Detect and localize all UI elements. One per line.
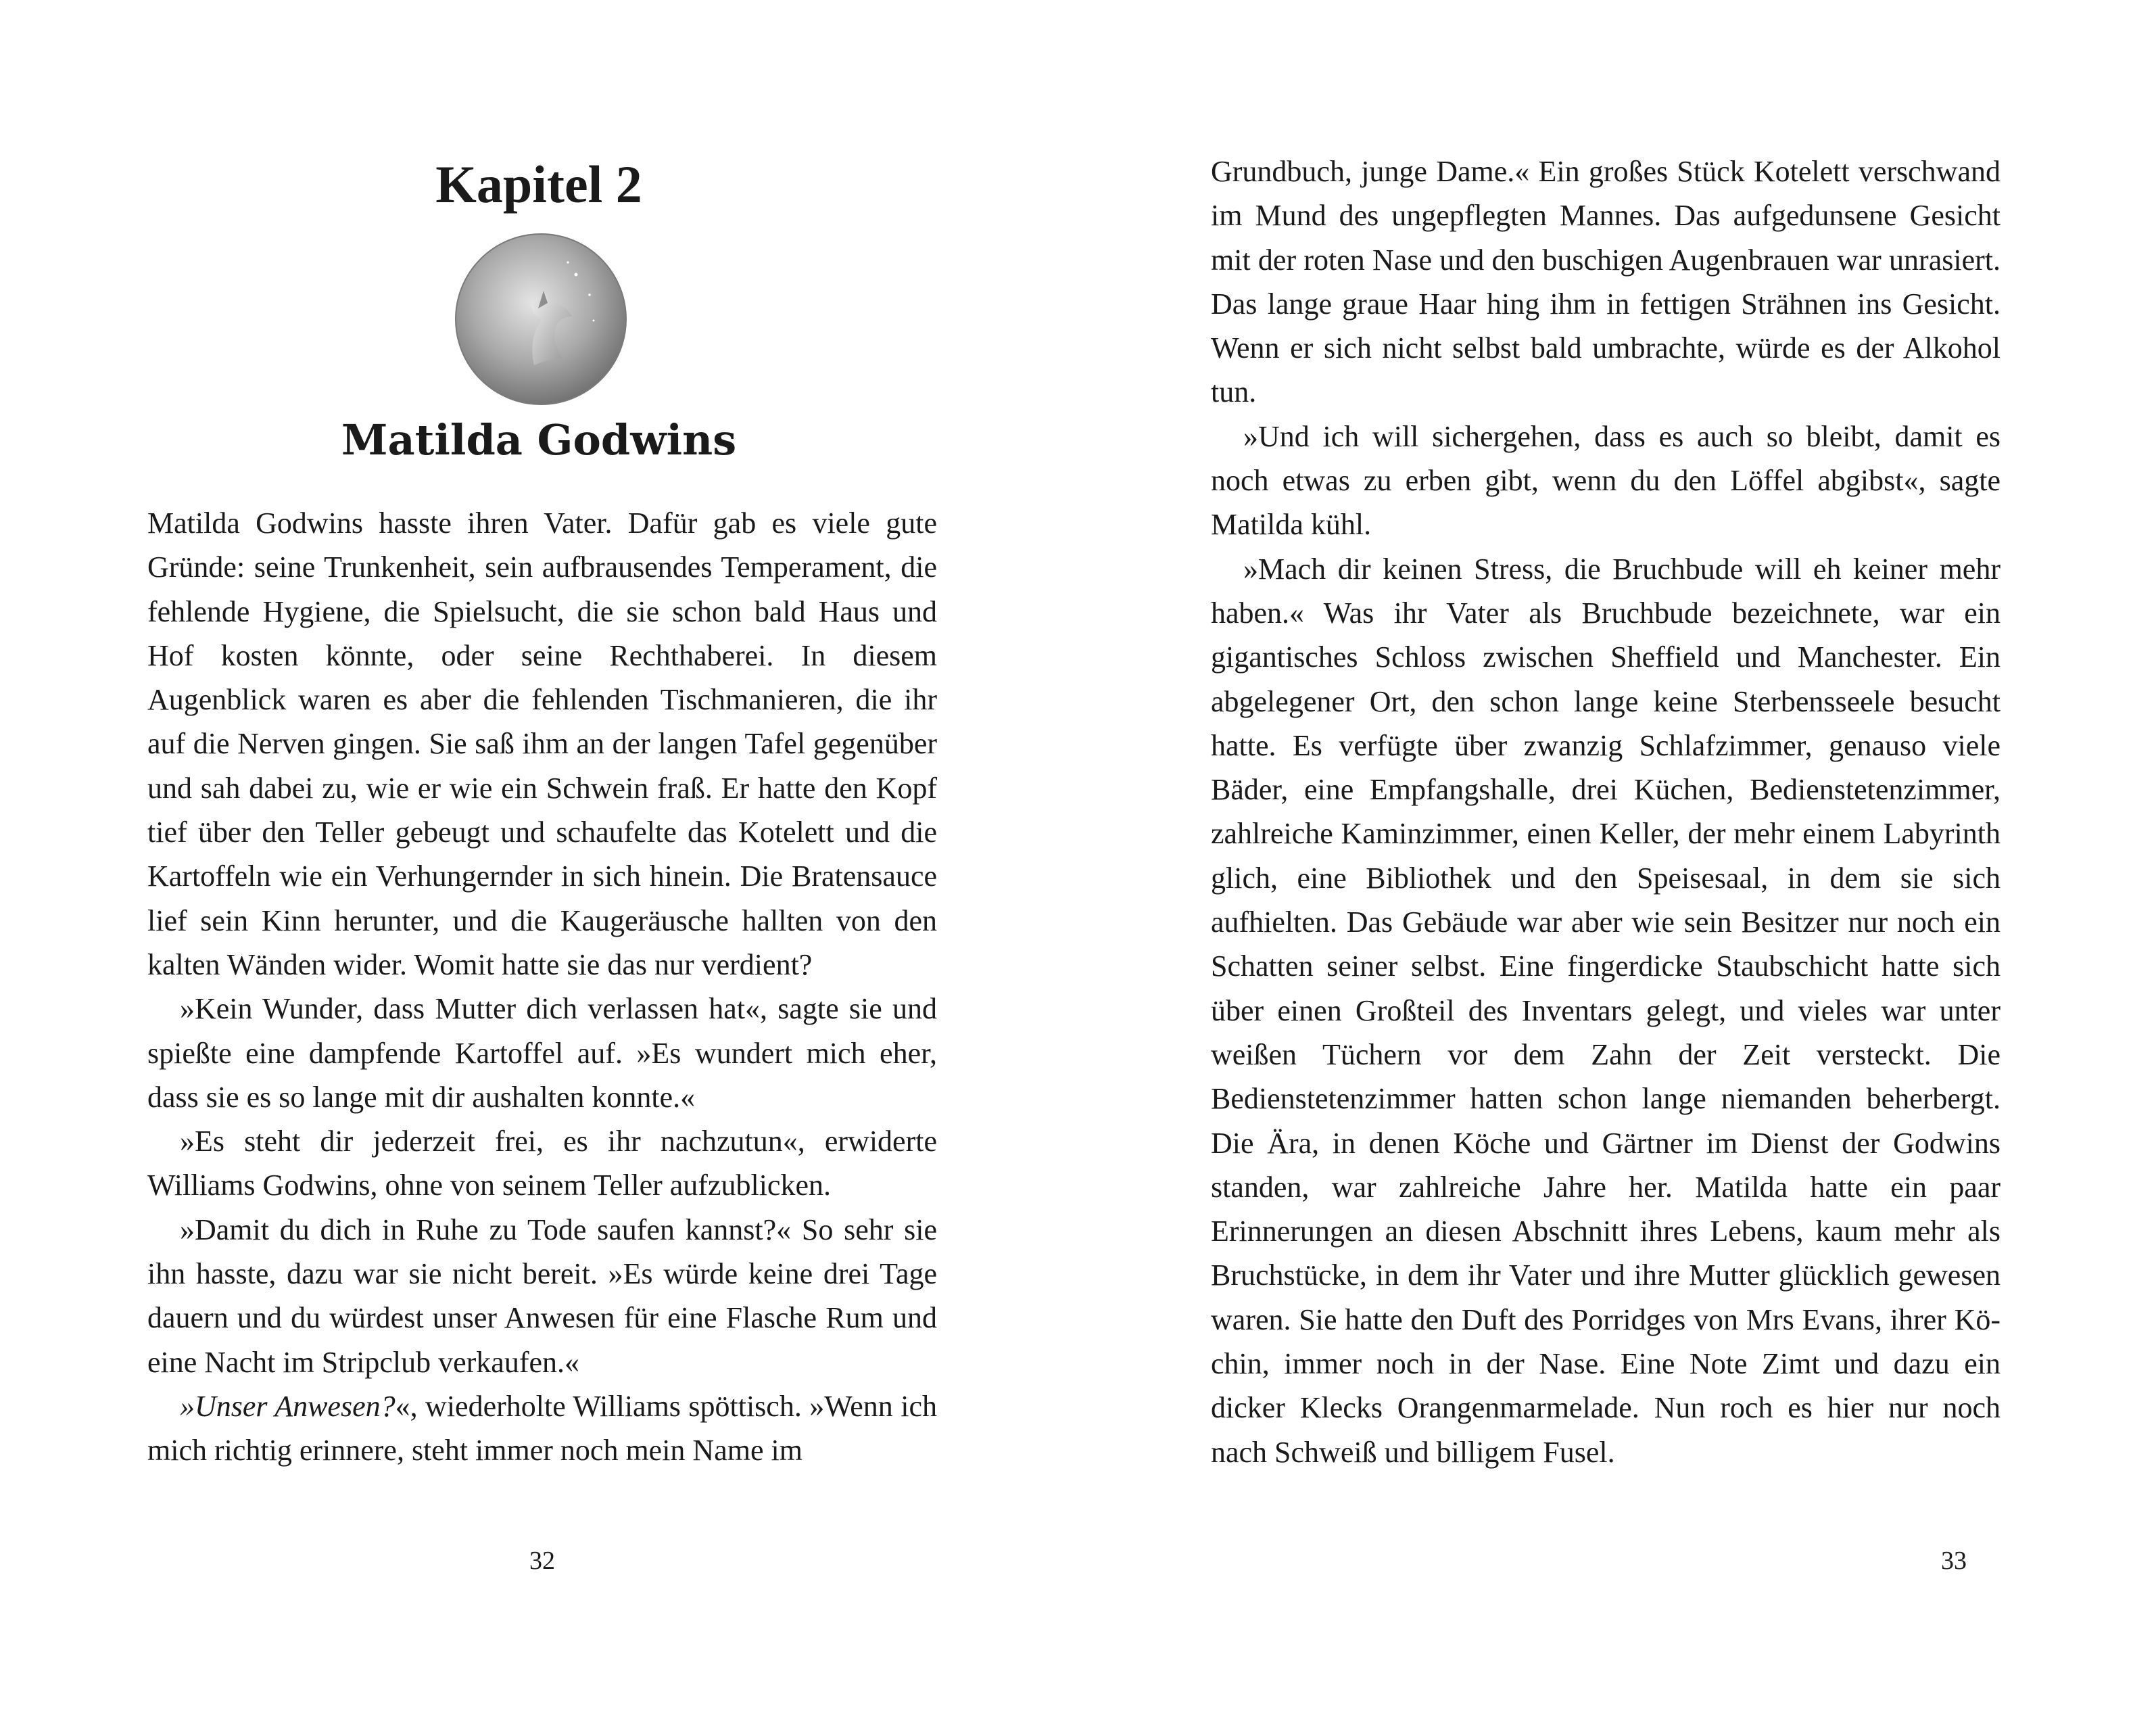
chapter-subtitle: Matilda Godwins [341,415,737,465]
page-number-left: 32 [529,1547,555,1575]
paragraph [147,1384,937,1473]
page-number-right: 33 [1941,1547,1967,1575]
paragraph: »Und ich will sichergehen, dass es auch so bleibt, damit es noch etwas zu erben gibt, wenn du den Löffel abgibst«, sagte Matilda kühl. [1211,419,2001,542]
paragraph: »Es steht dir jederzeit frei, es ihr nachzutun«, erwiderte Williams Godwins, ohne von seinem Teller aufzublicken. [147,1125,937,1202]
paragraph: »Damit du dich in Ruhe zu Tode saufen kannst?« So sehr sie ihn hasste, dazu war sie nicht bereit. »Es würde keine drei Tage dauern und du würdest unser Anwesen für eine Flasche Rum und eine Nacht im Stripclub verkaufen.« [147,1213,937,1379]
right-body-text [1211,149,2001,1474]
left-body-text [147,501,937,1473]
right-page [1078,0,2156,1717]
chapter-title: Kapitel 2 [435,155,642,214]
paragraph: Grundbuch, junge Dame.« Ein großes Stück Kotelett verschwand im Mund des ungepflegten Mannes. Das aufgedunsene Gesicht mit der roten Nase und den buschigen Augenbrauen war unrasiert. Das lange graue Haar hing ihm in fettigen Strähnen ins Gesicht. Wenn er sich nicht selbst bald umbrachte, würde es der Alkohol tun. [1211,155,2001,409]
paragraph-rest: «, wiederholte Williams spöttisch. »Wenn ich mich richtig erinnere, steht immer noch mein Name im [147,1389,937,1467]
paragraph: »Kein Wunder, dass Mutter dich verlassen hat«, sagte sie und spießte eine dampfende Kartoffel auf. »Es wundert mich eher, dass sie es so lange mit dir aushalten konnte.« [147,992,937,1114]
italic-quote: »Unser Anwesen? [180,1389,396,1423]
fox-moon-emblem-icon [454,233,627,406]
paragraph: »Mach dir keinen Stress, die Bruchbude will eh keiner mehr haben.« Was ihr Vater als Bruchbude bezeichnete, war ein gigantisches Schloss zwischen Sheffield und Manchester. Ein abgelegener Ort, den schon lange keine Sterbensseele besucht hatte. Es verfügte über zwanzig Schlafzimmer, genauso viele Bäder, eine Empfangshalle, drei Küchen, Bedienstetenzimmer, zahlreiche Kaminzimmer, einen Keller, der mehr einem Labyrinth glich, eine Bibliothek und den Speisesaal, in dem sie sich aufhielten. Das Gebäude war aber wie sein Besitzer nur noch ein Schatten seiner selbst. Eine fingerdicke Staubschicht hatte sich über einen Großteil des Inventars gelegt, und vieles war unter weißen Tüchern vor dem Zahn der Zeit versteckt. Die Bedienstetenzimmer hatten schon lange niemanden beherbergt. Die Ära, in denen Köche und Gärtner im Dienst der Godwins standen, war zahlreiche Jahre her. Matilda hatte ein paar Erinnerungen an diesen Abschnitt ihres Lebens, kaum mehr als Bruchstücke, in dem ihr Vater und ihre Mutter glücklich gewesen waren. Sie hatte den Duft des Porridges von Mrs Evans, ihrer Köchin, immer noch in der Nase. Eine Note Zimt und dazu ein dicker Klecks Orangenmarmelade. Nun roch es hier nur noch nach Schweiß und billigem Fusel. [1211,552,2001,1469]
paragraph: Matilda Godwins hasste ihren Vater. Dafür gab es viele gute Gründe: seine Trunkenheit, sein aufbrausendes Temperament, die fehlende Hygiene, die Spielsucht, die sie schon bald Haus und Hof kosten könnte, oder seine Rechthaberei. In diesem Augenblick waren es aber die fehlenden Tischmanieren, die ihr auf die Nerven gingen. Sie saß ihm an der langen Tafel gegenüber und sah dabei zu, wie er wie ein Schwein fraß. Er hatte den Kopf tief über den Teller gebeugt und schaufelte das Kotelett und die Kartoffeln wie ein Verhungernder in sich hinein. Die Bratensauce lief sein Kinn herunter, und die Kaugeräusche hallten von den kalten Wänden wider. Womit hatte sie das nur verdient? [147,507,937,981]
